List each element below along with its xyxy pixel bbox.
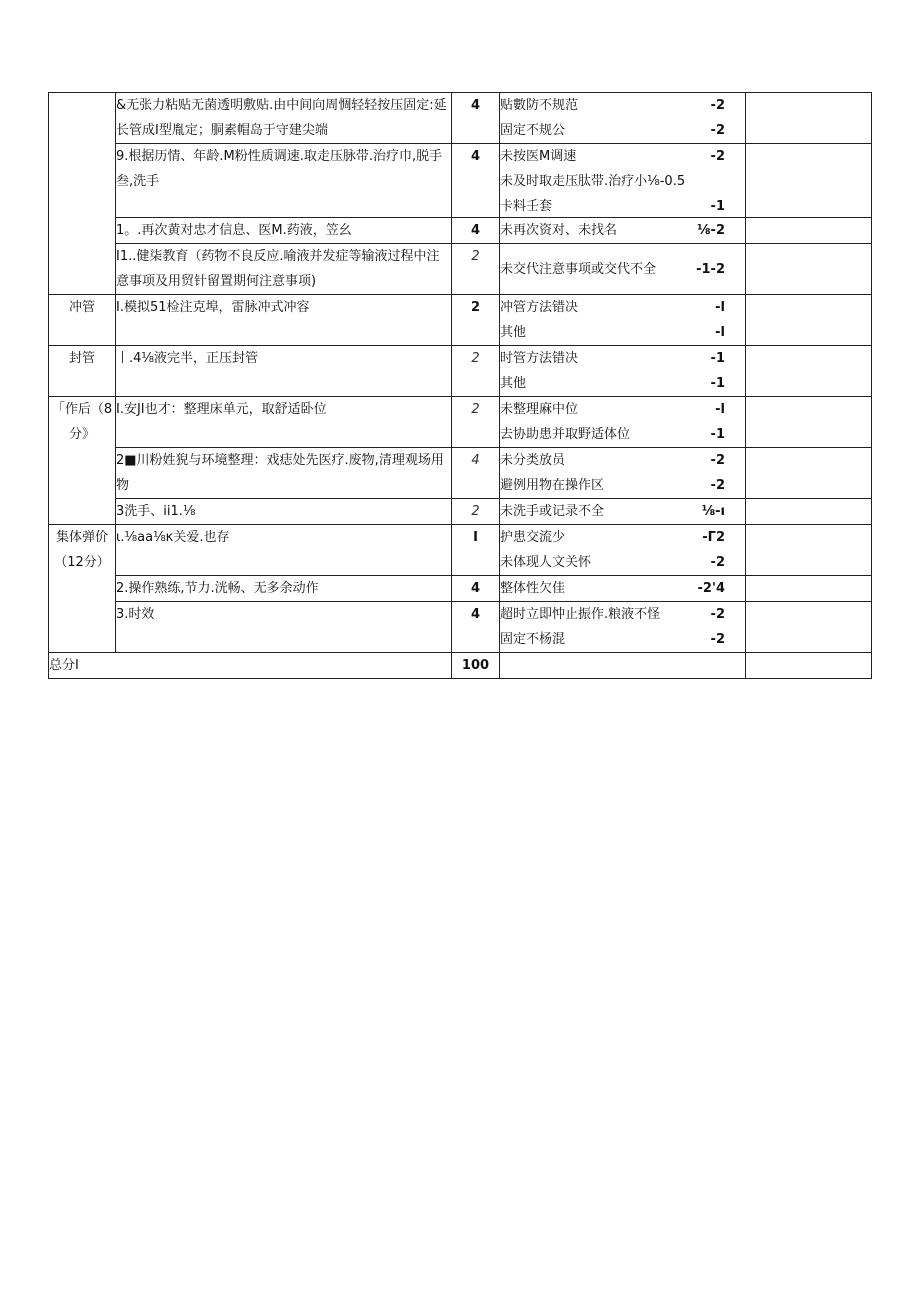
deduction-text: 其他 bbox=[500, 376, 527, 391]
deduction-line bbox=[500, 169, 745, 194]
deduction-points: -1 bbox=[710, 376, 725, 391]
score-cell: 4 bbox=[452, 602, 500, 653]
deduction-cell bbox=[500, 144, 746, 218]
table-row bbox=[49, 525, 872, 576]
deduction-cell bbox=[500, 295, 746, 346]
deduction-text: 未再次资对、未找名 bbox=[500, 223, 618, 238]
table-row bbox=[49, 602, 872, 653]
total-score: 100 bbox=[452, 653, 500, 679]
item-text: 3.时效 bbox=[116, 602, 452, 653]
deduction-points: -2 bbox=[710, 555, 725, 570]
deduction-cell bbox=[500, 93, 746, 144]
blank-cell bbox=[746, 653, 872, 679]
deduction-line bbox=[500, 93, 745, 118]
deduction-text: 未体现人文关怀 bbox=[500, 555, 592, 570]
deduction-text: 护患交流少 bbox=[500, 530, 566, 545]
deduction-line bbox=[500, 473, 745, 498]
deduction-line bbox=[500, 422, 745, 447]
blank-cell bbox=[746, 576, 872, 602]
deduction-points: -1-2 bbox=[696, 261, 725, 277]
category-cell-continued bbox=[49, 93, 116, 295]
table-row bbox=[49, 93, 872, 144]
table-row bbox=[49, 144, 872, 218]
deduction-line bbox=[500, 525, 745, 550]
deduction-line bbox=[500, 627, 745, 652]
score-cell: 2 bbox=[452, 499, 500, 525]
deduction-line bbox=[500, 194, 745, 214]
blank-cell bbox=[746, 346, 872, 397]
deduction-line bbox=[500, 118, 745, 143]
blank-cell bbox=[746, 295, 872, 346]
deduction-text: 固定不杨混 bbox=[500, 632, 566, 647]
deduction-cell bbox=[500, 397, 746, 448]
score-cell: 4 bbox=[452, 218, 500, 244]
deduction-text: 整体性欠佳 bbox=[500, 581, 566, 596]
blank-cell bbox=[746, 397, 872, 448]
deduction-points: ⅛-ı bbox=[701, 504, 725, 519]
deduction-text: 冲管方法错决 bbox=[500, 300, 579, 315]
deduction-text: 其他 bbox=[500, 325, 527, 340]
deduction-cell bbox=[500, 448, 746, 499]
deduction-text: 去协助患并取野适体位 bbox=[500, 427, 631, 442]
item-text: &无张力粘贴无菌透明敷贴.由中间向周惆轻轻按压固定:延长管成I型胤定；胴素帽岛于守建尖端 bbox=[116, 93, 452, 144]
score-cell: 4 bbox=[452, 448, 500, 499]
score-cell: 4 bbox=[452, 93, 500, 144]
table-row bbox=[49, 244, 872, 295]
score-cell: I bbox=[452, 525, 500, 576]
deduction-points: -l bbox=[715, 325, 725, 340]
deduction-points: -l bbox=[715, 402, 725, 417]
deduction-line bbox=[500, 218, 745, 243]
score-cell: 4 bbox=[452, 144, 500, 218]
deduction-text: 避例用物在操作区 bbox=[500, 478, 605, 493]
deduction-points: -2 bbox=[710, 453, 725, 468]
deduction-cell bbox=[500, 346, 746, 397]
deduction-line bbox=[500, 346, 745, 371]
deduction-points: -2 bbox=[710, 98, 725, 113]
score-cell: 4 bbox=[452, 576, 500, 602]
category-cell: 「作后（8分》 bbox=[49, 397, 116, 525]
deduction-cell bbox=[500, 602, 746, 653]
table-row bbox=[49, 346, 872, 397]
deduction-text: 未按医M调速 bbox=[500, 149, 577, 164]
blank-cell bbox=[746, 218, 872, 244]
table-row bbox=[49, 576, 872, 602]
table-row bbox=[49, 499, 872, 525]
deduction-points: -1 bbox=[710, 199, 725, 214]
deduction-text: 时管方法错决 bbox=[500, 351, 579, 366]
table-row bbox=[49, 448, 872, 499]
deduction-line bbox=[500, 576, 745, 601]
item-text: 3洗手、ii1.⅛ bbox=[116, 499, 452, 525]
deduction-points: -Γ2 bbox=[702, 530, 725, 545]
deduction-points: -2'4 bbox=[697, 581, 725, 596]
deduction-cell bbox=[500, 576, 746, 602]
deduction-line bbox=[500, 448, 745, 473]
deduction-cell bbox=[500, 653, 746, 679]
item-text: 2■川粉姓猊与环境整理：戏痣处先医疗.废物,清理观场用物 bbox=[116, 448, 452, 499]
deduction-text: 贴數防不规范 bbox=[500, 98, 579, 113]
blank-cell bbox=[746, 144, 872, 218]
deduction-points: -1 bbox=[710, 351, 725, 366]
total-label: 总分I bbox=[49, 653, 452, 679]
category-cell: 封管 bbox=[49, 346, 116, 397]
score-cell: 2 bbox=[452, 397, 500, 448]
deduction-cell bbox=[500, 218, 746, 244]
deduction-cell bbox=[500, 499, 746, 525]
category-cell: 冲管 bbox=[49, 295, 116, 346]
category-cell: 集体弹价（12分） bbox=[49, 525, 116, 653]
item-text: 1。.再次黄对忠才信息、医M.药液，笠幺 bbox=[116, 218, 452, 244]
deduction-text: 固定不规公 bbox=[500, 123, 566, 138]
item-text: 9.根据历情、年龄.M粉性质调速.取走压脉带.治疗巾,脱手叁,洗手 bbox=[116, 144, 452, 218]
total-row bbox=[49, 653, 872, 679]
item-text: I1..健柒教育（药物不良反应.喻液并发症等输液过程中注意事项及用贸针留置期何注意事项) bbox=[116, 244, 452, 295]
blank-cell bbox=[746, 448, 872, 499]
deduction-points: -2 bbox=[710, 632, 725, 647]
blank-cell bbox=[746, 93, 872, 144]
deduction-text: 未洗手或记录不全 bbox=[500, 504, 605, 519]
deduction-points: -2 bbox=[710, 607, 725, 622]
table-row bbox=[49, 295, 872, 346]
item-text: I.安JI也才：整理床单元，取舒适卧位 bbox=[116, 397, 452, 448]
deduction-text: 未及时取走压肽带.治疗小⅛-0.5 bbox=[500, 174, 686, 189]
score-cell: 2 bbox=[452, 295, 500, 346]
deduction-points: -l bbox=[715, 300, 725, 315]
deduction-text: 未交代注意事项或交代不全 bbox=[500, 261, 657, 277]
deduction-line bbox=[500, 295, 745, 320]
deduction-line bbox=[500, 371, 745, 396]
blank-cell bbox=[746, 525, 872, 576]
item-text: ι.⅛aa⅛κ关爱.也存 bbox=[116, 525, 452, 576]
deduction-line bbox=[500, 397, 745, 422]
deduction-points: -2 bbox=[710, 478, 725, 493]
deduction-cell bbox=[500, 244, 746, 295]
deduction-line bbox=[500, 602, 745, 627]
deduction-line bbox=[500, 550, 745, 575]
item-text: I.模拟51检注克埠，雷脉冲式冲容 bbox=[116, 295, 452, 346]
deduction-cell bbox=[500, 525, 746, 576]
deduction-text: 卡料壬套 bbox=[500, 199, 553, 214]
deduction-line bbox=[500, 144, 745, 169]
deduction-text: 超时立即忡止振作.粮液不怪 bbox=[500, 607, 661, 622]
deduction-text: 未整理麻中位 bbox=[500, 402, 579, 417]
deduction-line bbox=[500, 499, 745, 524]
deduction-points: ⅛-2 bbox=[697, 223, 725, 238]
deduction-points: -2 bbox=[710, 123, 725, 138]
scoring-table bbox=[48, 92, 872, 679]
blank-cell bbox=[746, 499, 872, 525]
item-text: 2.操作熟练,节力.洸畅、无多余动作 bbox=[116, 576, 452, 602]
item-text: 丨.4⅛液完半，正压封管 bbox=[116, 346, 452, 397]
deduction-points: -1 bbox=[710, 427, 725, 442]
table-row bbox=[49, 397, 872, 448]
score-cell: 2 bbox=[452, 244, 500, 295]
blank-cell bbox=[746, 602, 872, 653]
deduction-points: -2 bbox=[710, 149, 725, 164]
deduction-line bbox=[500, 320, 745, 345]
score-cell: 2 bbox=[452, 346, 500, 397]
blank-cell bbox=[746, 244, 872, 295]
deduction-text: 未分类放员 bbox=[500, 453, 566, 468]
table-row bbox=[49, 218, 872, 244]
deduction-line bbox=[500, 257, 745, 282]
